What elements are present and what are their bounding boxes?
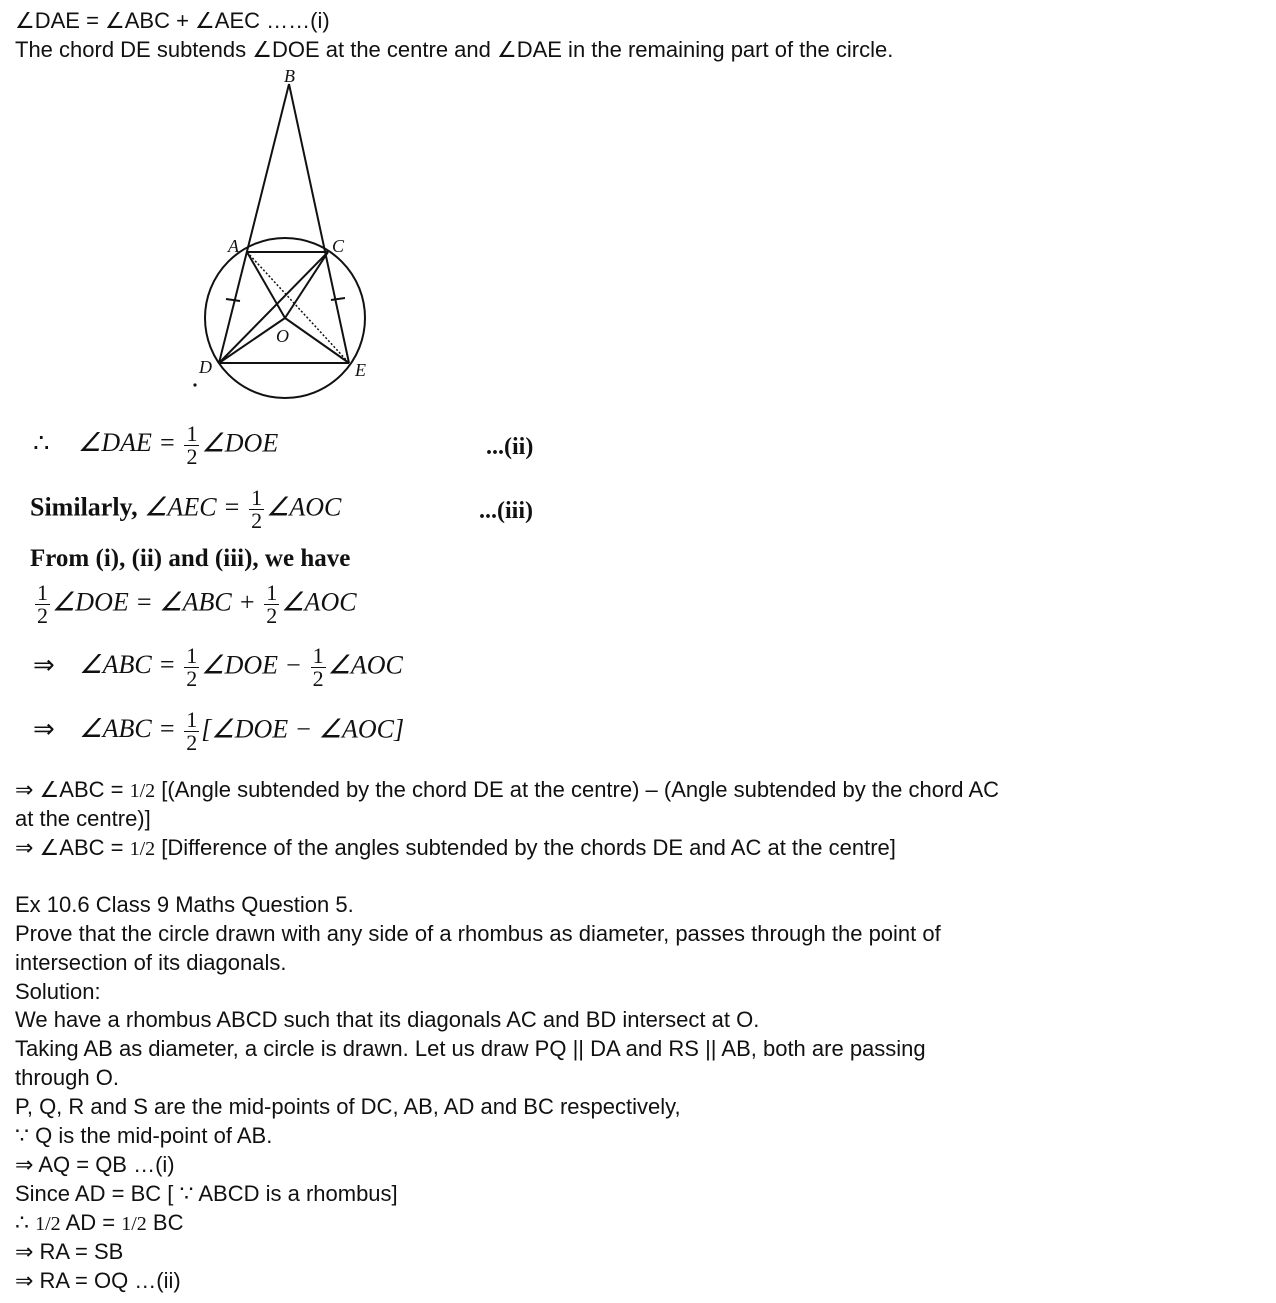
label-C: C <box>332 236 345 256</box>
eq-rhs: ∠DOE <box>201 428 279 458</box>
solution-line-6: ⇒ AQ = QB …(i) <box>15 1152 175 1177</box>
text-line-1: ∠DAE = ∠ABC + ∠AEC ……(i) <box>15 8 330 33</box>
eq-rhs: ∠AOC <box>281 587 357 617</box>
solution-heading: Solution: <box>15 979 101 1004</box>
eq-lhs: ∠ABC = <box>79 650 176 680</box>
line-CD <box>219 252 328 363</box>
equation-6 <box>33 709 404 754</box>
solution-line-9: ⇒ RA = SB <box>15 1239 124 1264</box>
eq-rhs: [∠DOE − ∠AOC] <box>201 714 405 744</box>
label-D: D <box>199 357 212 377</box>
label-O: O <box>276 326 289 346</box>
eq-lhs: ∠ABC = <box>79 714 176 744</box>
fraction: $\frac{1}{2}$ <box>186 707 198 755</box>
eq-lhs: ∠DAE = <box>78 428 176 458</box>
question-title: Ex 10.6 Class 9 Maths Question 5. <box>15 892 354 917</box>
radius-OA <box>247 252 285 318</box>
text-line-5: ⇒ ∠ABC = 1/2 [Difference of the angles subtended by the chords DE and AC at the centre] <box>15 835 896 860</box>
solution-line-2: Taking AB as diameter, a circle is drawn. Let us draw PQ || DA and RS || AB, both are passing <box>15 1036 926 1061</box>
question-line-1: Prove that the circle drawn with any side of a rhombus as diameter, passes through the point of <box>15 921 941 946</box>
fraction: $\frac{1}{2}$ <box>37 580 48 628</box>
text-line-2: The chord DE subtends ∠DOE at the centre and ∠DAE in the remaining part of the circle. <box>15 37 894 62</box>
solution-line-1: We have a rhombus ABCD such that its diagonals AC and BD intersect at O. <box>15 1007 760 1032</box>
solution-line-8: ∴ 1/2 AD = 1/2 BC <box>15 1210 184 1235</box>
solution-line-5: ∵ Q is the mid-point of AB. <box>15 1123 273 1148</box>
label-A: A <box>228 236 239 256</box>
similarly-label: Similarly, <box>30 492 138 522</box>
line-BE <box>289 84 349 363</box>
label-E: E <box>355 360 366 380</box>
solution-line-4: P, Q, R and S are the mid-points of DC, AB, AD and BC respectively, <box>15 1094 681 1119</box>
tag-ii: ...(ii) <box>486 434 534 460</box>
fraction: $\frac{1}{2}$ <box>186 421 198 469</box>
question-line-2: intersection of its diagonals. <box>15 950 287 975</box>
text-line-3: ⇒ ∠ABC = 1/2 [(Angle subtended by the chord DE at the centre) – (Angle subtended by the chord AC <box>15 777 1000 802</box>
stray-dot <box>193 383 196 386</box>
eq-rhs: ∠AOC <box>327 650 403 680</box>
equation-4 <box>33 582 357 627</box>
solution-line-10: ⇒ RA = OQ …(ii) <box>15 1268 181 1293</box>
label-B: B <box>284 66 295 86</box>
implies-symbol: ⇒ <box>33 714 55 744</box>
tag-iii: ...(iii) <box>479 498 533 524</box>
line-BD <box>219 84 289 363</box>
text-line-4: at the centre)] <box>15 806 151 831</box>
fraction: $\frac{1}{2}$ <box>312 643 324 691</box>
solution-line-3: through O. <box>15 1065 119 1090</box>
radius-OE <box>285 318 349 363</box>
from-statement: From (i), (ii) and (iii), we have <box>30 545 351 572</box>
fraction: $\frac{1}{2}$ <box>266 580 278 628</box>
tick-CE <box>331 298 345 300</box>
circle-figure <box>180 66 390 406</box>
equation-iii <box>30 487 341 532</box>
eq-rhs: ∠AOC <box>266 492 342 522</box>
eq-middle: ∠DOE − <box>201 650 303 680</box>
radius-OC <box>285 252 328 318</box>
fraction: $\frac{1}{2}$ <box>251 485 263 533</box>
equation-ii <box>33 423 278 468</box>
eq-lhs: ∠AEC = <box>144 492 241 522</box>
tick-AD <box>226 299 240 301</box>
equation-5 <box>33 645 403 690</box>
implies-symbol: ⇒ <box>33 650 55 680</box>
therefore-symbol: ∴ <box>33 428 50 458</box>
solution-line-7: Since AD = BC [ ∵ ABCD is a rhombus] <box>15 1181 398 1206</box>
eq-middle: ∠DOE = ∠ABC + <box>52 587 256 617</box>
line-AE-dotted <box>247 252 349 363</box>
fraction: $\frac{1}{2}$ <box>186 643 198 691</box>
